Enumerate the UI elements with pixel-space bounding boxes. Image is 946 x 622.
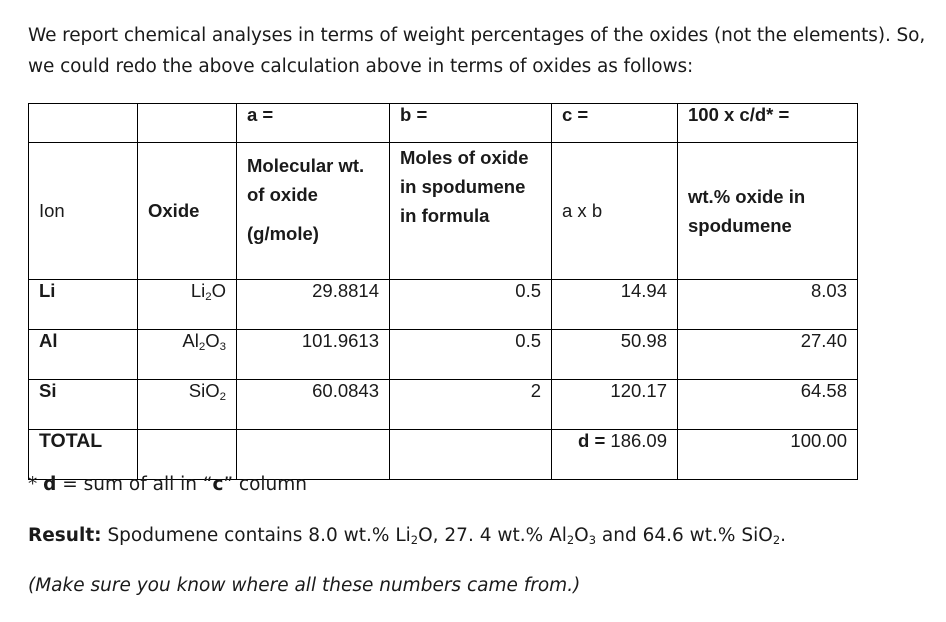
note-line: (Make sure you know where all these numbers came from.) — [28, 575, 581, 596]
total-label: TOTAL — [29, 430, 138, 480]
table-row — [29, 330, 858, 380]
header-row-formula — [29, 104, 858, 143]
result-line: Result: Spodumene contains 8.0 wt.% $Li_2O$, 27. 4 wt.% $Al_2O_3$ and 64.6 wt.% SiO$_2$. — [28, 525, 787, 547]
intro-paragraph: We report chemical analyses in terms of weight percentages of the oxides (not the elements). So, we could redo the above calculation above in terms of oxides as follows: — [28, 25, 926, 77]
moles-cell: 0.5 — [390, 280, 552, 330]
header-d: 100 x c/d* = — [678, 104, 858, 143]
total-d-cell — [552, 430, 678, 480]
wt-percent-cell: 27.40 — [678, 330, 858, 380]
c-value-cell: 14.94 — [552, 280, 678, 330]
d-label: d = — [578, 430, 606, 451]
header-moles: Moles of oxide in spodumene in formula — [390, 143, 552, 280]
header-oxide: Oxide — [138, 143, 237, 280]
table-row — [29, 280, 858, 330]
molecular-weight-cell: 101.9613 — [237, 330, 390, 380]
total-cell-empty — [390, 430, 552, 480]
moles-cell: 2 — [390, 380, 552, 430]
molecular-weight-cell: 29.8814 — [237, 280, 390, 330]
ion-cell: Al — [29, 330, 138, 380]
moles-cell: 0.5 — [390, 330, 552, 380]
result-label: Result: — [28, 525, 102, 546]
header-wt-percent: wt.% oxide in spodumene — [678, 143, 858, 280]
header-b: b = — [390, 104, 552, 143]
total-cell-empty — [237, 430, 390, 480]
header-molecular-weight-unit: (g/mole) — [247, 223, 319, 244]
header-cell-empty — [138, 104, 237, 143]
oxide-cell: $Li_2O$ — [138, 280, 237, 330]
wt-percent-cell: 8.03 — [678, 280, 858, 330]
ion-cell: Si — [29, 380, 138, 430]
header-ion: Ion — [29, 143, 138, 280]
wt-percent-cell: 64.58 — [678, 380, 858, 430]
total-row — [29, 430, 858, 480]
total-cell-empty — [138, 430, 237, 480]
header-cell-empty — [29, 104, 138, 143]
header-a: a = — [237, 104, 390, 143]
header-row-labels — [29, 143, 858, 280]
header-axb: a x b — [552, 143, 678, 280]
table-row — [29, 380, 858, 430]
d-value: 186.09 — [610, 430, 667, 451]
oxide-table — [28, 103, 858, 480]
oxide-cell: $Al_2O_3$ — [138, 330, 237, 380]
molecular-weight-cell: 60.0843 — [237, 380, 390, 430]
footnote: * d = sum of all in “c” column — [28, 474, 308, 495]
c-value-cell: 120.17 — [552, 380, 678, 430]
header-c: c = — [552, 104, 678, 143]
ion-cell: Li — [29, 280, 138, 330]
total-wt-cell: 100.00 — [678, 430, 858, 480]
c-value-cell: 50.98 — [552, 330, 678, 380]
oxide-cell: SiO$_2$ — [138, 380, 237, 430]
header-molecular-weight: Molecular wt. of oxide (g/mole) — [237, 143, 390, 280]
